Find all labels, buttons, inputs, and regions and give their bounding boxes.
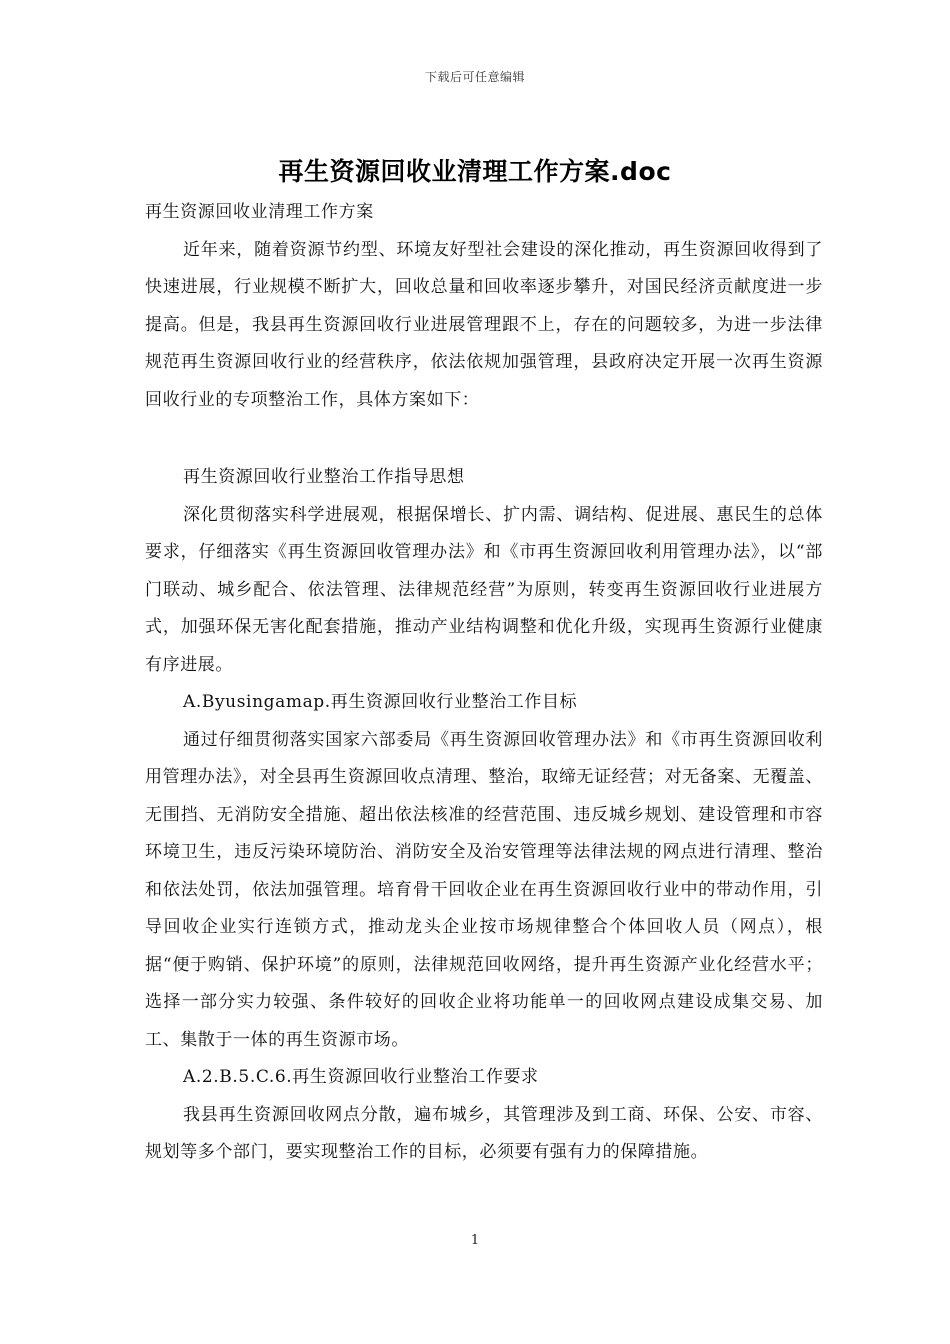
paragraph-goals: 通过仔细贯彻落实国家六部委局《再生资源回收管理办法》和《市再生资源回收利用管理办法》，对全县再生资源回收点清理、整治，取缔无证经营；对无备案、无覆盖、无围挡、无消防安全措施、超出依法核准的经营范围、违反城乡规划、建设管理和市容环境卫生，违反污染环境防治、消防安全及治安管理等法律法规的网点进行清理、整治和依法处罚，依法加强管理。培育骨干回收企业在再生资源回收行业中的带动作用，引导回收企业实行连锁方式，推动龙头企业按市场规律整合个体回收人员（网点），根据“便于购销、保护环境”的原则，法律规范回收网络，提升再生资源产业化经营水平；选择一部分实力较强、条件较好的回收企业将功能单一的回收网点建设成集交易、加工、集散于一体的再生资源市场。	[145, 729, 823, 1050]
header-note: 下载后可任意编辑	[424, 70, 525, 84]
paragraph-spacer	[145, 419, 823, 459]
section-heading-guiding: 再生资源回收行业整治工作指导思想	[183, 467, 465, 487]
paragraph-requirements: 我县再生资源回收网点分散，遍布城乡，其管理涉及到工商、环保、公安、市容、规划等多个部门，要实现整治工作的目标，必须要有强有力的保障措施。	[145, 1104, 823, 1162]
paragraph-intro: 近年来，随着资源节约型、环境友好型社会建设的深化推动，再生资源回收得到了快速进展，行业规模不断扩大，回收总量和回收率逐步攀升，对国民经济贡献度进一步提高。但是，我县再生资源回收行业进展管理跟不上，存在的问题较多，为进一步法律规范再生资源回收行业的经营秩序，依法依规加强管理，县政府决定开展一次再生资源回收行业的专项整治工作，具体方案如下：	[145, 239, 823, 410]
section-heading-goals: A.Byusingamap.再生资源回收行业整治工作目标	[183, 692, 578, 712]
document-title: 再生资源回收业清理工作方案.doc	[278, 157, 672, 186]
page-number: 1	[470, 1233, 480, 1248]
document-body	[145, 194, 823, 1172]
section-heading-requirements: A.2.B.5.C.6.再生资源回收行业整治工作要求	[183, 1067, 539, 1087]
document-subtitle: 再生资源回收业清理工作方案	[145, 202, 374, 222]
paragraph-guiding: 深化贯彻落实科学进展观，根据保增长、扩内需、调结构、促进展、惠民生的总体要求，仔细落实《再生资源回收管理办法》和《市再生资源回收利用管理办法》，以“部门联动、城乡配合、依法管理、法律规范经营”为原则，转变再生资源回收行业进展方式，加强环保无害化配套措施，推动产业结构调整和优化升级，实现再生资源行业健康有序进展。	[145, 504, 823, 675]
